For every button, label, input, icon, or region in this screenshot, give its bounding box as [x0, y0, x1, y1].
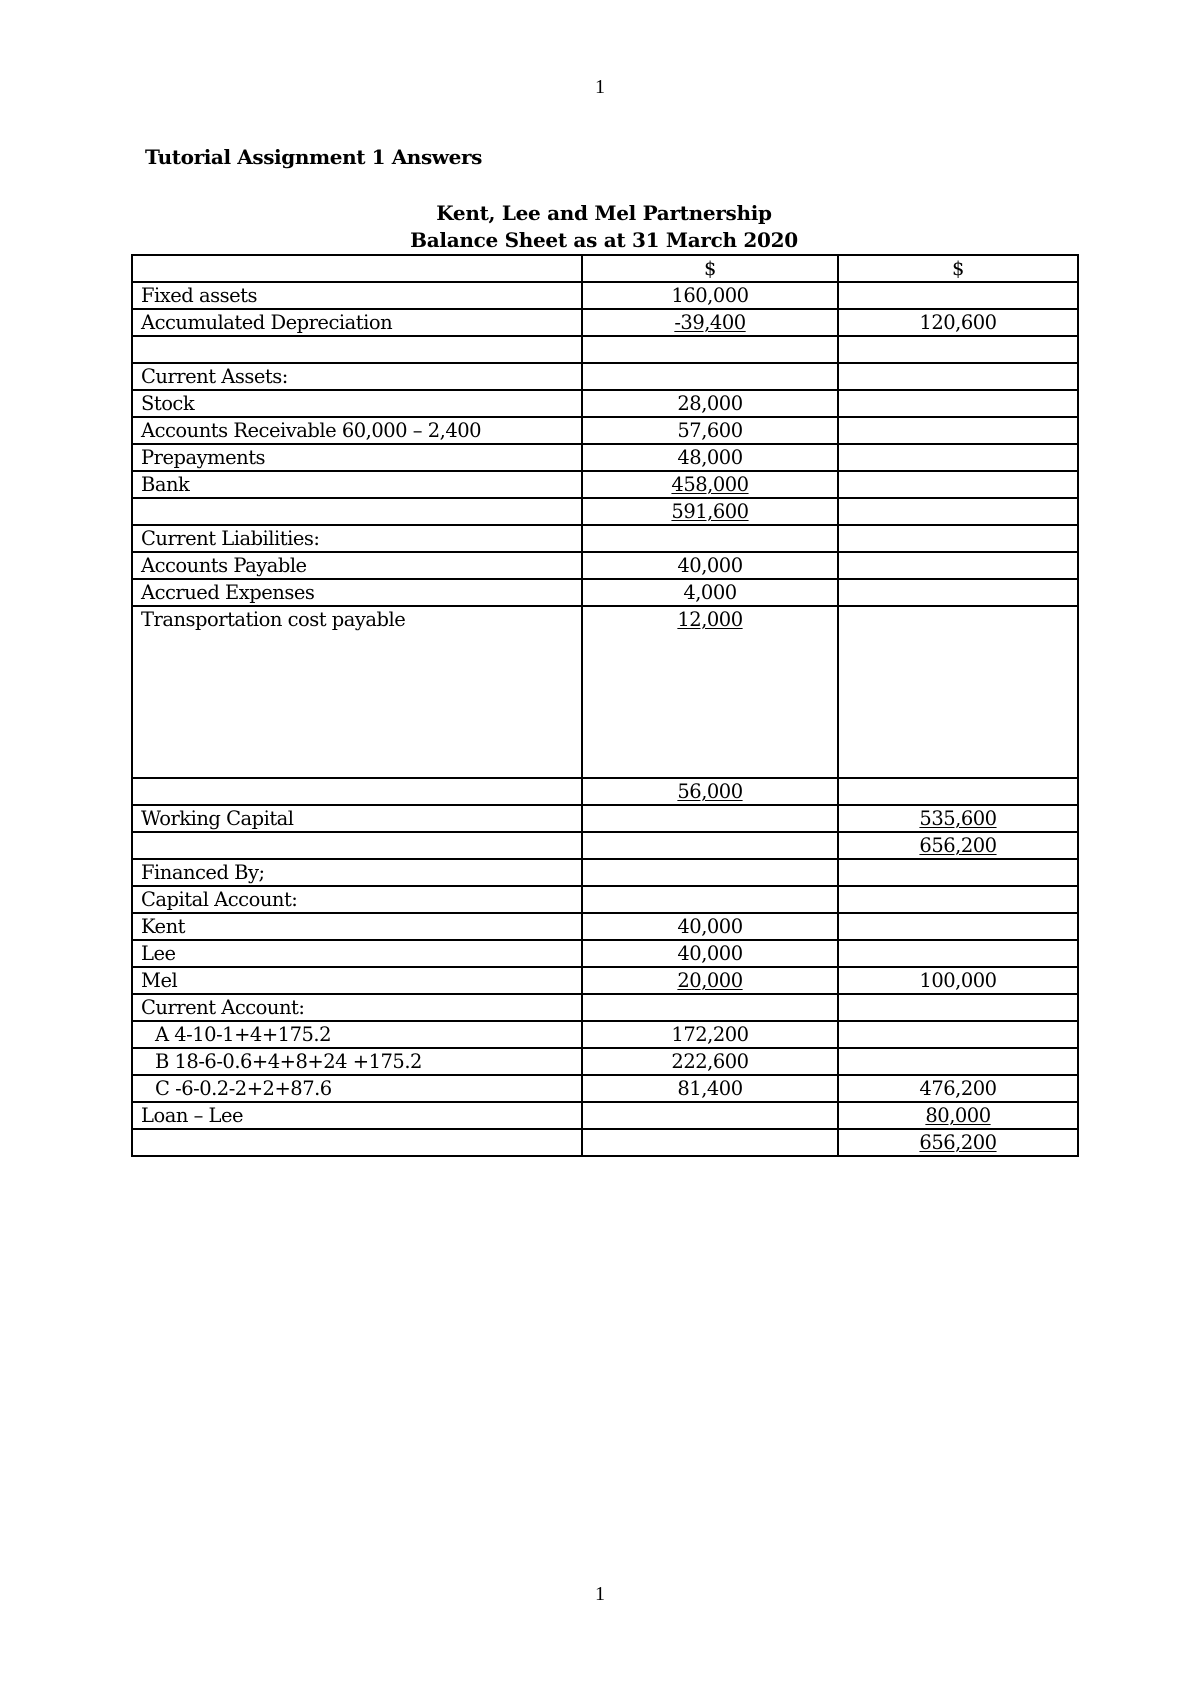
row-label: Kent — [132, 913, 582, 940]
row-value-col3 — [838, 805, 1078, 832]
row-value-col2 — [582, 778, 838, 805]
row-label — [132, 832, 582, 859]
row-value-col2: 222,600 — [582, 1048, 838, 1075]
row-label: Current Liabilities: — [132, 525, 582, 552]
table-row — [132, 967, 1078, 994]
balance-sheet-table — [131, 254, 1079, 1157]
row-value-col3 — [838, 498, 1078, 525]
row-value-col2: 40,000 — [582, 913, 838, 940]
underlined-value: -39,400 — [674, 311, 746, 334]
table-row — [132, 309, 1078, 336]
row-label: Fixed assets — [132, 282, 582, 309]
row-label — [132, 1129, 582, 1156]
table-row — [132, 390, 1078, 417]
row-value-col2 — [582, 363, 838, 390]
row-label: Working Capital — [132, 805, 582, 832]
row-label: Current Assets: — [132, 363, 582, 390]
table-row — [132, 606, 1078, 778]
row-value-col2: 160,000 — [582, 282, 838, 309]
row-value-col2: 81,400 — [582, 1075, 838, 1102]
row-value-col2 — [582, 606, 838, 778]
row-value-col2: 40,000 — [582, 940, 838, 967]
row-value-col2: 40,000 — [582, 552, 838, 579]
row-value-col2 — [582, 471, 838, 498]
row-value-col3 — [838, 1048, 1078, 1075]
row-label: Current Account: — [132, 994, 582, 1021]
row-value-col2: 48,000 — [582, 444, 838, 471]
row-label: Stock — [132, 390, 582, 417]
row-label: Mel — [132, 967, 582, 994]
row-label — [132, 778, 582, 805]
row-value-col3 — [838, 525, 1078, 552]
table-row — [132, 1048, 1078, 1075]
underlined-value: 20,000 — [677, 969, 743, 992]
row-value-col2 — [582, 336, 838, 363]
header-label-cell — [132, 255, 582, 282]
underlined-value: 656,200 — [919, 1131, 997, 1154]
row-value-col2 — [582, 886, 838, 913]
row-label: Bank — [132, 471, 582, 498]
table-row — [132, 552, 1078, 579]
row-value-col2: 172,200 — [582, 1021, 838, 1048]
row-label: A 4-10-1+4+175.2 — [132, 1021, 582, 1048]
row-value-col3 — [838, 606, 1078, 778]
row-label: B 18-6-0.6+4+8+24 +175.2 — [132, 1048, 582, 1075]
row-label — [132, 336, 582, 363]
underlined-value: 535,600 — [919, 807, 997, 830]
balance-sheet-date-heading: Balance Sheet as at 31 March 2020 — [410, 228, 798, 252]
underlined-value: 12,000 — [677, 608, 743, 631]
row-label: Financed By; — [132, 859, 582, 886]
table-row — [132, 336, 1078, 363]
row-value-col3 — [838, 471, 1078, 498]
table-row — [132, 1021, 1078, 1048]
table-row — [132, 940, 1078, 967]
table-row — [132, 282, 1078, 309]
table-row — [132, 417, 1078, 444]
row-label: Accumulated Depreciation — [132, 309, 582, 336]
row-value-col3 — [838, 363, 1078, 390]
row-label: Prepayments — [132, 444, 582, 471]
table-row — [132, 525, 1078, 552]
underlined-value: 458,000 — [671, 473, 749, 496]
table-row — [132, 832, 1078, 859]
row-value-col3: 476,200 — [838, 1075, 1078, 1102]
row-value-col2 — [582, 805, 838, 832]
table-row — [132, 886, 1078, 913]
row-value-col2: 57,600 — [582, 417, 838, 444]
row-value-col3 — [838, 1021, 1078, 1048]
row-value-col3 — [838, 552, 1078, 579]
underlined-value: 591,600 — [671, 500, 749, 523]
table-row — [132, 859, 1078, 886]
row-value-col3 — [838, 579, 1078, 606]
page-number-bottom: 1 — [595, 1583, 605, 1605]
table-row — [132, 444, 1078, 471]
header-currency-cell: $ — [582, 255, 838, 282]
table-row — [132, 913, 1078, 940]
row-value-col3 — [838, 886, 1078, 913]
row-value-col2 — [582, 832, 838, 859]
table-row — [132, 1129, 1078, 1156]
row-value-col2 — [582, 525, 838, 552]
row-label — [132, 498, 582, 525]
table-row — [132, 778, 1078, 805]
row-label: Accounts Receivable 60,000 – 2,400 — [132, 417, 582, 444]
row-value-col3 — [838, 778, 1078, 805]
row-label: Capital Account: — [132, 886, 582, 913]
row-label: Transportation cost payable — [132, 606, 582, 778]
underlined-value: 80,000 — [925, 1104, 991, 1127]
document-title: Tutorial Assignment 1 Answers — [145, 145, 482, 169]
row-value-col2 — [582, 1129, 838, 1156]
table-row — [132, 363, 1078, 390]
table-header-row — [132, 255, 1078, 282]
row-value-col3 — [838, 282, 1078, 309]
row-label: Accrued Expenses — [132, 579, 582, 606]
row-value-col2: 28,000 — [582, 390, 838, 417]
row-value-col2: 4,000 — [582, 579, 838, 606]
table-row — [132, 498, 1078, 525]
row-value-col3 — [838, 913, 1078, 940]
row-value-col3 — [838, 390, 1078, 417]
row-value-col2 — [582, 309, 838, 336]
table-row — [132, 1075, 1078, 1102]
table-row — [132, 471, 1078, 498]
row-value-col3 — [838, 336, 1078, 363]
row-label: Loan – Lee — [132, 1102, 582, 1129]
row-value-col3 — [838, 859, 1078, 886]
underlined-value: 56,000 — [677, 780, 743, 803]
page-number-top: 1 — [595, 76, 605, 98]
row-value-col3 — [838, 417, 1078, 444]
header-currency-cell: $ — [838, 255, 1078, 282]
row-value-col3 — [838, 1129, 1078, 1156]
table-row — [132, 1102, 1078, 1129]
row-value-col2 — [582, 967, 838, 994]
row-label: C -6-0.2-2+2+87.6 — [132, 1075, 582, 1102]
table-row — [132, 579, 1078, 606]
row-value-col3 — [838, 832, 1078, 859]
row-value-col2 — [582, 498, 838, 525]
row-value-col3 — [838, 1102, 1078, 1129]
table-row — [132, 805, 1078, 832]
table-row — [132, 994, 1078, 1021]
row-value-col3 — [838, 940, 1078, 967]
row-value-col2 — [582, 994, 838, 1021]
row-label: Accounts Payable — [132, 552, 582, 579]
row-label: Lee — [132, 940, 582, 967]
row-value-col2 — [582, 1102, 838, 1129]
row-value-col3 — [838, 444, 1078, 471]
row-value-col3: 100,000 — [838, 967, 1078, 994]
row-value-col2 — [582, 859, 838, 886]
partnership-name-heading: Kent, Lee and Mel Partnership — [436, 201, 772, 225]
underlined-value: 656,200 — [919, 834, 997, 857]
row-value-col3 — [838, 994, 1078, 1021]
row-value-col3: 120,600 — [838, 309, 1078, 336]
